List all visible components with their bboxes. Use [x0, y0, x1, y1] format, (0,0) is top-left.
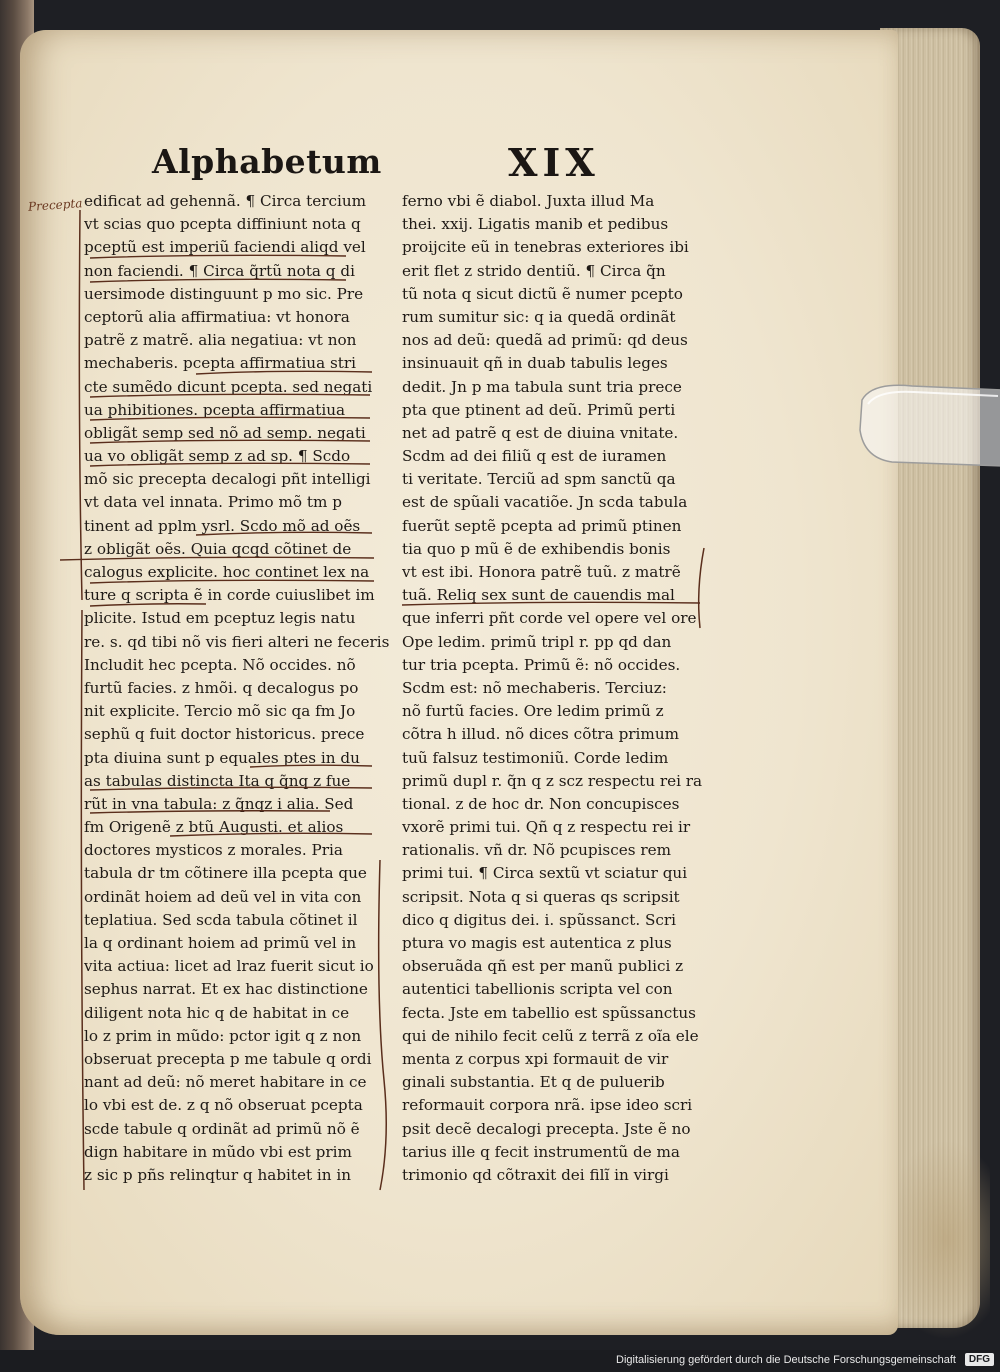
text-line: non faciendi. ¶ Circa q̃rtũ nota q di — [84, 261, 355, 280]
text-line: fecta. Jste em tabellio est spũssanctus — [402, 1003, 696, 1022]
text-line: ceptorũ alia affirmatiua: vt honora — [84, 307, 350, 326]
footer-bar — [0, 1350, 1000, 1372]
text-line: rationalis. vñ dr. Nõ pcupisces rem — [402, 841, 671, 860]
text-line: calogus explicite. hoc continet lex na — [84, 563, 370, 581]
text-line: ti veritate. Terciũ ad spm sanctũ qa — [402, 470, 676, 489]
text-line: sephũ q fuit doctor historicus. prece — [84, 725, 365, 744]
text-line: vt data vel innata. Primo mõ tm p — [84, 493, 342, 512]
text-line: ua vo obligãt semp z ad sp. ¶ Scdo — [84, 447, 351, 466]
text-line: mechaberis. pcepta affirmatiua stri — [84, 354, 356, 373]
text-line: erit flet z strido dentiũ. ¶ Circa q̃n — [402, 261, 666, 280]
text-line: thei. xxij. Ligatis manib et pedibus — [402, 215, 669, 234]
text-line: vxorẽ primi tui. Qñ q z respectu rei ir — [402, 818, 691, 837]
text-line: insinuauit qñ in duab tabulis leges — [402, 354, 668, 373]
text-line: net ad patrẽ q est de diuina vnitate. — [402, 423, 679, 442]
text-line: primi tui. ¶ Circa sextũ vt sciatur qui — [402, 864, 688, 883]
text-line: tuã. Reliq sex sunt de cauendis mal — [402, 586, 675, 605]
text-line: Scdm est: nõ mechaberis. Terciuz: — [402, 678, 667, 697]
text-line: ordinãt hoiem ad deũ vel in vita con — [84, 887, 362, 906]
text-line: uersimode distinguunt p mo sic. Pre — [84, 284, 364, 303]
text-line: ptura vo magis est autentica z plus — [402, 934, 672, 952]
text-line: tarius ille q fecit instrumentũ de ma — [402, 1142, 680, 1161]
text-line: cõtra h illud. nõ dices cõtra primum — [402, 725, 680, 744]
text-line: as tabulas distincta Ita q q̃nq z fue — [84, 771, 351, 790]
text-line: nant ad deũ: nõ meret habitare in ce — [84, 1073, 367, 1092]
text-line: mõ sic precepta decalogi pñt intelligi — [84, 470, 371, 489]
text-line: ua phibitiones. pcepta affirmatiua — [84, 400, 346, 419]
text-line: la q ordinant hoiem ad primũ vel in — [84, 934, 357, 952]
text-line: vt scias quo pcepta diffiniunt nota q — [84, 215, 361, 234]
text-line: nit explicite. Tercio mõ sic qa fm Jo — [84, 702, 356, 721]
text-line: patrẽ z matrẽ. alia negatiua: vt non — [84, 331, 357, 350]
text-line: Includit hec pcepta. Nõ occides. nõ — [84, 655, 356, 674]
text-line: ginali substantia. Et q de puluerib — [402, 1073, 665, 1092]
text-line: tia quo p mũ ẽ de exhibendis bonis — [402, 539, 671, 558]
marginal-note: Precepta — [27, 196, 83, 214]
text-line: re. s. qd tibi nõ vis fieri alteri ne feceris — [84, 632, 390, 651]
text-line: Scdm ad dei filiũ q est de iuramen — [402, 447, 667, 466]
text-line: nos ad deũ: quedã ad primũ: qd deus — [402, 331, 688, 350]
text-line: pta diuina sunt p equales ptes in du — [84, 748, 360, 767]
text-line: proijcite eũ in tenebras exteriores ibi — [402, 238, 689, 257]
text-line: tũ nota q sicut dictũ ẽ numer pcepto — [402, 284, 683, 303]
text-line: Ope ledim. primũ tripl r. pp qd dan — [402, 632, 672, 651]
text-line: menta z corpus xpi formauit de vir — [402, 1049, 669, 1068]
text-line: fm Origenẽ z btũ Augusti. et alios — [84, 818, 344, 837]
text-line: tional. z de hoc dr. Non concupisces — [402, 794, 680, 813]
text-line: z sic p pñs relinqtur q habitet in in — [84, 1165, 352, 1184]
text-line: z obligãt oẽs. Quia qcqd cõtinet de — [84, 539, 352, 558]
text-line: lo z prim in mũdo: pctor igit q z non — [84, 1026, 362, 1045]
text-line: dign habitare in mũdo vbi est prim — [84, 1142, 352, 1161]
text-line: pceptũ est imperiũ faciendi aliqd vel — [84, 238, 366, 257]
text-line: dico q digitus dei. i. spũssanct. Scri — [402, 910, 677, 929]
text-line: furtũ facies. z hmõi. q decalogus po — [84, 678, 359, 697]
text-line: rum sumitur sic: q ia quedã ordinãt — [402, 307, 676, 326]
text-column-left — [84, 190, 390, 1187]
text-line: plicite. Istud em pceptuz legis natu — [84, 609, 356, 628]
text-line: trimonio qd cõtraxit dei filĩ in virgi — [402, 1165, 669, 1184]
funding-credit: Digitalisierung gefördert durch die Deutsche Forschungsgemeinschaft — [616, 1354, 956, 1366]
text-line: tuũ falsuz testimoniũ. Corde ledim — [402, 748, 669, 767]
text-line: sephus narrat. Et ex hac distinctione — [84, 980, 368, 999]
text-line: scde tabule q ordinãt ad primũ nõ ẽ — [84, 1119, 360, 1138]
text-line: dedit. Jn p ma tabula sunt tria prece — [402, 377, 682, 396]
text-line: primũ dupl r. q̃n q z scz respectu rei ra — [402, 771, 703, 790]
text-line: autentici tabellionis scripta vel con — [402, 980, 673, 999]
text-line: obseruãda qñ est per manũ publici z — [402, 957, 684, 976]
text-line: vita actiua: licet ad lraz fuerit sicut io — [84, 957, 374, 976]
text-line: diligent nota hic q de habitat in ce — [84, 1003, 350, 1022]
text-line: nõ furtũ facies. Ore ledim primũ z — [402, 702, 664, 721]
text-line: reformauit corpora nrã. ipse ideo scri — [402, 1096, 693, 1115]
text-line: tabula dr tm cõtinere illa pcepta que — [84, 864, 367, 883]
text-column-right — [402, 190, 702, 1187]
text-line: ferno vbi ẽ diabol. Juxta illud Ma — [402, 192, 655, 210]
text-line: lo vbi est de. z q nõ obseruat pcepta — [84, 1096, 363, 1115]
text-line: rũt in vna tabula: z q̃nqz i alia. Sed — [84, 794, 354, 813]
text-line: cte sumẽdo dicunt pcepta. sed negati — [84, 377, 373, 396]
text-line: edificat ad gehennã. ¶ Circa tercium — [84, 192, 367, 210]
text-line: ture q scripta ẽ in corde cuiuslibet im — [84, 586, 375, 605]
text-line: est de spũali vacatiõe. Jn scda tabula — [402, 493, 688, 512]
text-line: pta que ptinent ad deũ. Primũ perti — [402, 400, 676, 419]
text-line: obligãt semp sed nõ ad semp. negati — [84, 423, 366, 442]
text-line: vt est ibi. Honora patrẽ tuũ. z matrẽ — [402, 563, 681, 581]
folio-number: XIX — [508, 140, 600, 185]
text-line: doctores mysticos z morales. Pria — [84, 841, 343, 860]
text-line: teplatiua. Sed scda tabula cõtinet il — [84, 910, 358, 929]
text-line: psit decẽ decalogi precepta. Jste ẽ no — [402, 1119, 691, 1138]
text-line: qui de nihilo fecit celũ z terrã z oĩa ele — [402, 1026, 699, 1045]
text-line: scripsit. Nota q si queras qs scripsit — [402, 887, 680, 906]
text-line: obseruat precepta p me tabule q ordi — [84, 1049, 372, 1068]
text-line: tinent ad pplm ysrl. Scdo mõ ad oẽs — [84, 516, 361, 535]
text-line: tur tria pcepta. Primũ ẽ: nõ occides. — [402, 655, 681, 674]
text-line: fuerũt septẽ pcepta ad primũ ptinen — [402, 516, 682, 535]
running-title: Alphabetum — [152, 142, 382, 181]
text-line: que inferri pñt corde vel opere vel ore — [402, 609, 697, 628]
dfg-logo: DFG — [965, 1353, 994, 1366]
clip-tab — [852, 370, 1000, 470]
